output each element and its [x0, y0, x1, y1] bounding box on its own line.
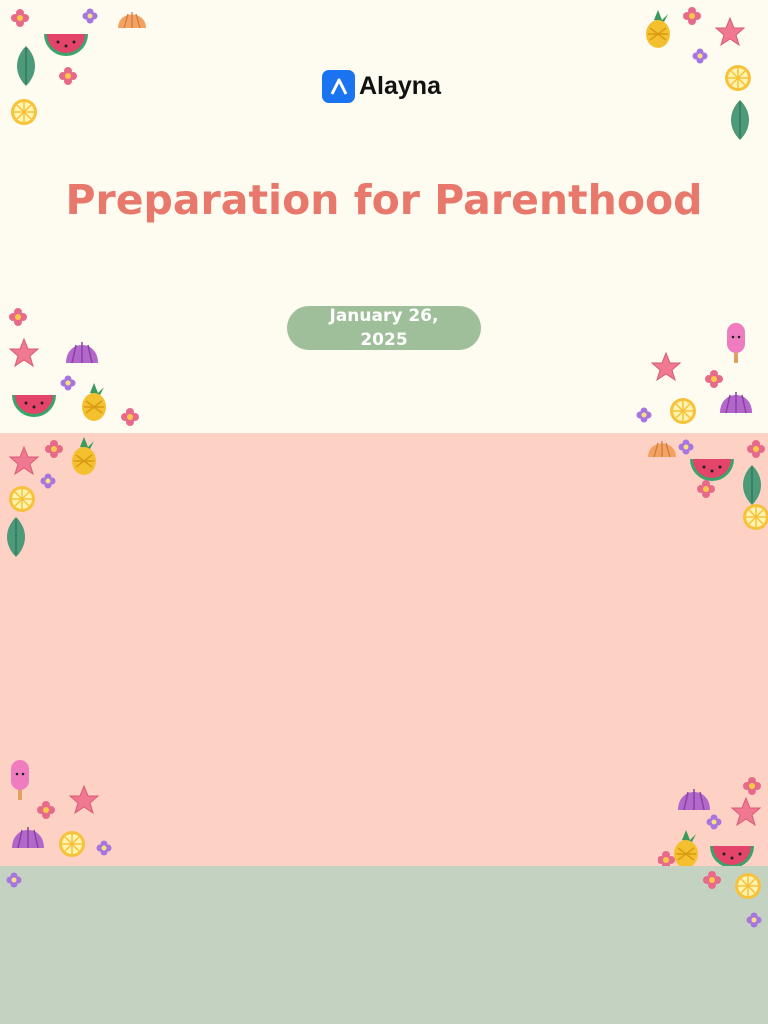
flower-icon: [743, 777, 761, 795]
flower-icon: [41, 474, 56, 489]
leaf-icon: [731, 100, 749, 140]
flower-icon: [7, 873, 22, 888]
starfish-icon: [10, 339, 38, 366]
watermelon-icon: [12, 395, 56, 417]
seashell-icon: [12, 827, 44, 848]
watermelon-icon: [44, 34, 88, 56]
date-badge: January 26, 2025: [287, 306, 481, 350]
flower-icon: [747, 440, 765, 458]
decor-top-left: [0, 0, 160, 140]
flower-icon: [703, 871, 721, 889]
brand-name: Alayna: [359, 72, 441, 100]
decor-top-right: [648, 433, 768, 533]
decor-top-right: [688, 866, 768, 946]
leaf-icon: [17, 46, 35, 86]
pineapple-icon: [646, 10, 670, 48]
shell-icon: [118, 12, 146, 28]
decor-bottom-right: [628, 303, 768, 433]
flower-icon: [707, 815, 722, 830]
flower-icon: [637, 408, 652, 423]
flower-icon: [658, 851, 675, 866]
lemon-icon: [735, 873, 761, 899]
flower-icon: [37, 801, 55, 819]
decor-top-right: [628, 0, 768, 150]
shell-icon: [648, 441, 676, 457]
title-slide: [0, 0, 768, 433]
flower-icon: [45, 440, 63, 458]
seashell-icon: [66, 342, 98, 363]
starfish-icon: [732, 798, 760, 825]
flower-icon: [121, 408, 139, 426]
physical-readiness-slide: [0, 866, 768, 1024]
leaf-icon: [743, 465, 761, 505]
pineapple-icon: [72, 437, 96, 475]
brand-logo: [322, 70, 441, 103]
flower-icon: [679, 440, 694, 455]
flower-icon: [9, 308, 27, 326]
lemon-icon: [743, 504, 768, 530]
decor-bottom-right: [658, 756, 768, 866]
popsicle-icon: [727, 323, 745, 363]
flower-icon: [697, 480, 715, 498]
flower-icon: [747, 913, 762, 928]
seashell-icon: [678, 789, 710, 810]
seashell-icon: [720, 392, 752, 413]
decor-bottom-left: [0, 303, 150, 433]
decor-bottom-left: [0, 756, 120, 866]
watermelon-icon: [690, 459, 734, 481]
flower-icon: [59, 67, 77, 85]
lemon-icon: [670, 398, 696, 424]
slide-title: Preparation for Parenthood: [65, 176, 703, 224]
popsicle-icon: [11, 760, 29, 800]
importance-slide: [0, 433, 768, 866]
decor-top-left: [0, 866, 40, 906]
starfish-icon: [652, 353, 680, 380]
pineapple-icon: [82, 383, 106, 421]
flower-icon: [683, 7, 701, 25]
lemon-icon: [59, 831, 85, 857]
watermelon-icon: [710, 846, 754, 866]
flower-icon: [693, 49, 708, 64]
lemon-icon: [11, 99, 37, 125]
lemon-icon: [725, 65, 751, 91]
logo-icon: [322, 70, 355, 103]
starfish-icon: [70, 786, 98, 813]
pineapple-icon: [674, 830, 698, 866]
starfish-icon: [10, 447, 38, 474]
flower-icon: [11, 9, 29, 27]
flower-icon: [61, 376, 76, 391]
starfish-icon: [716, 18, 744, 45]
flower-icon: [97, 841, 112, 856]
leaf-icon: [7, 517, 25, 557]
lemon-icon: [9, 486, 35, 512]
decor-top-left: [0, 433, 120, 563]
flower-icon: [83, 9, 98, 24]
flower-icon: [705, 370, 723, 388]
